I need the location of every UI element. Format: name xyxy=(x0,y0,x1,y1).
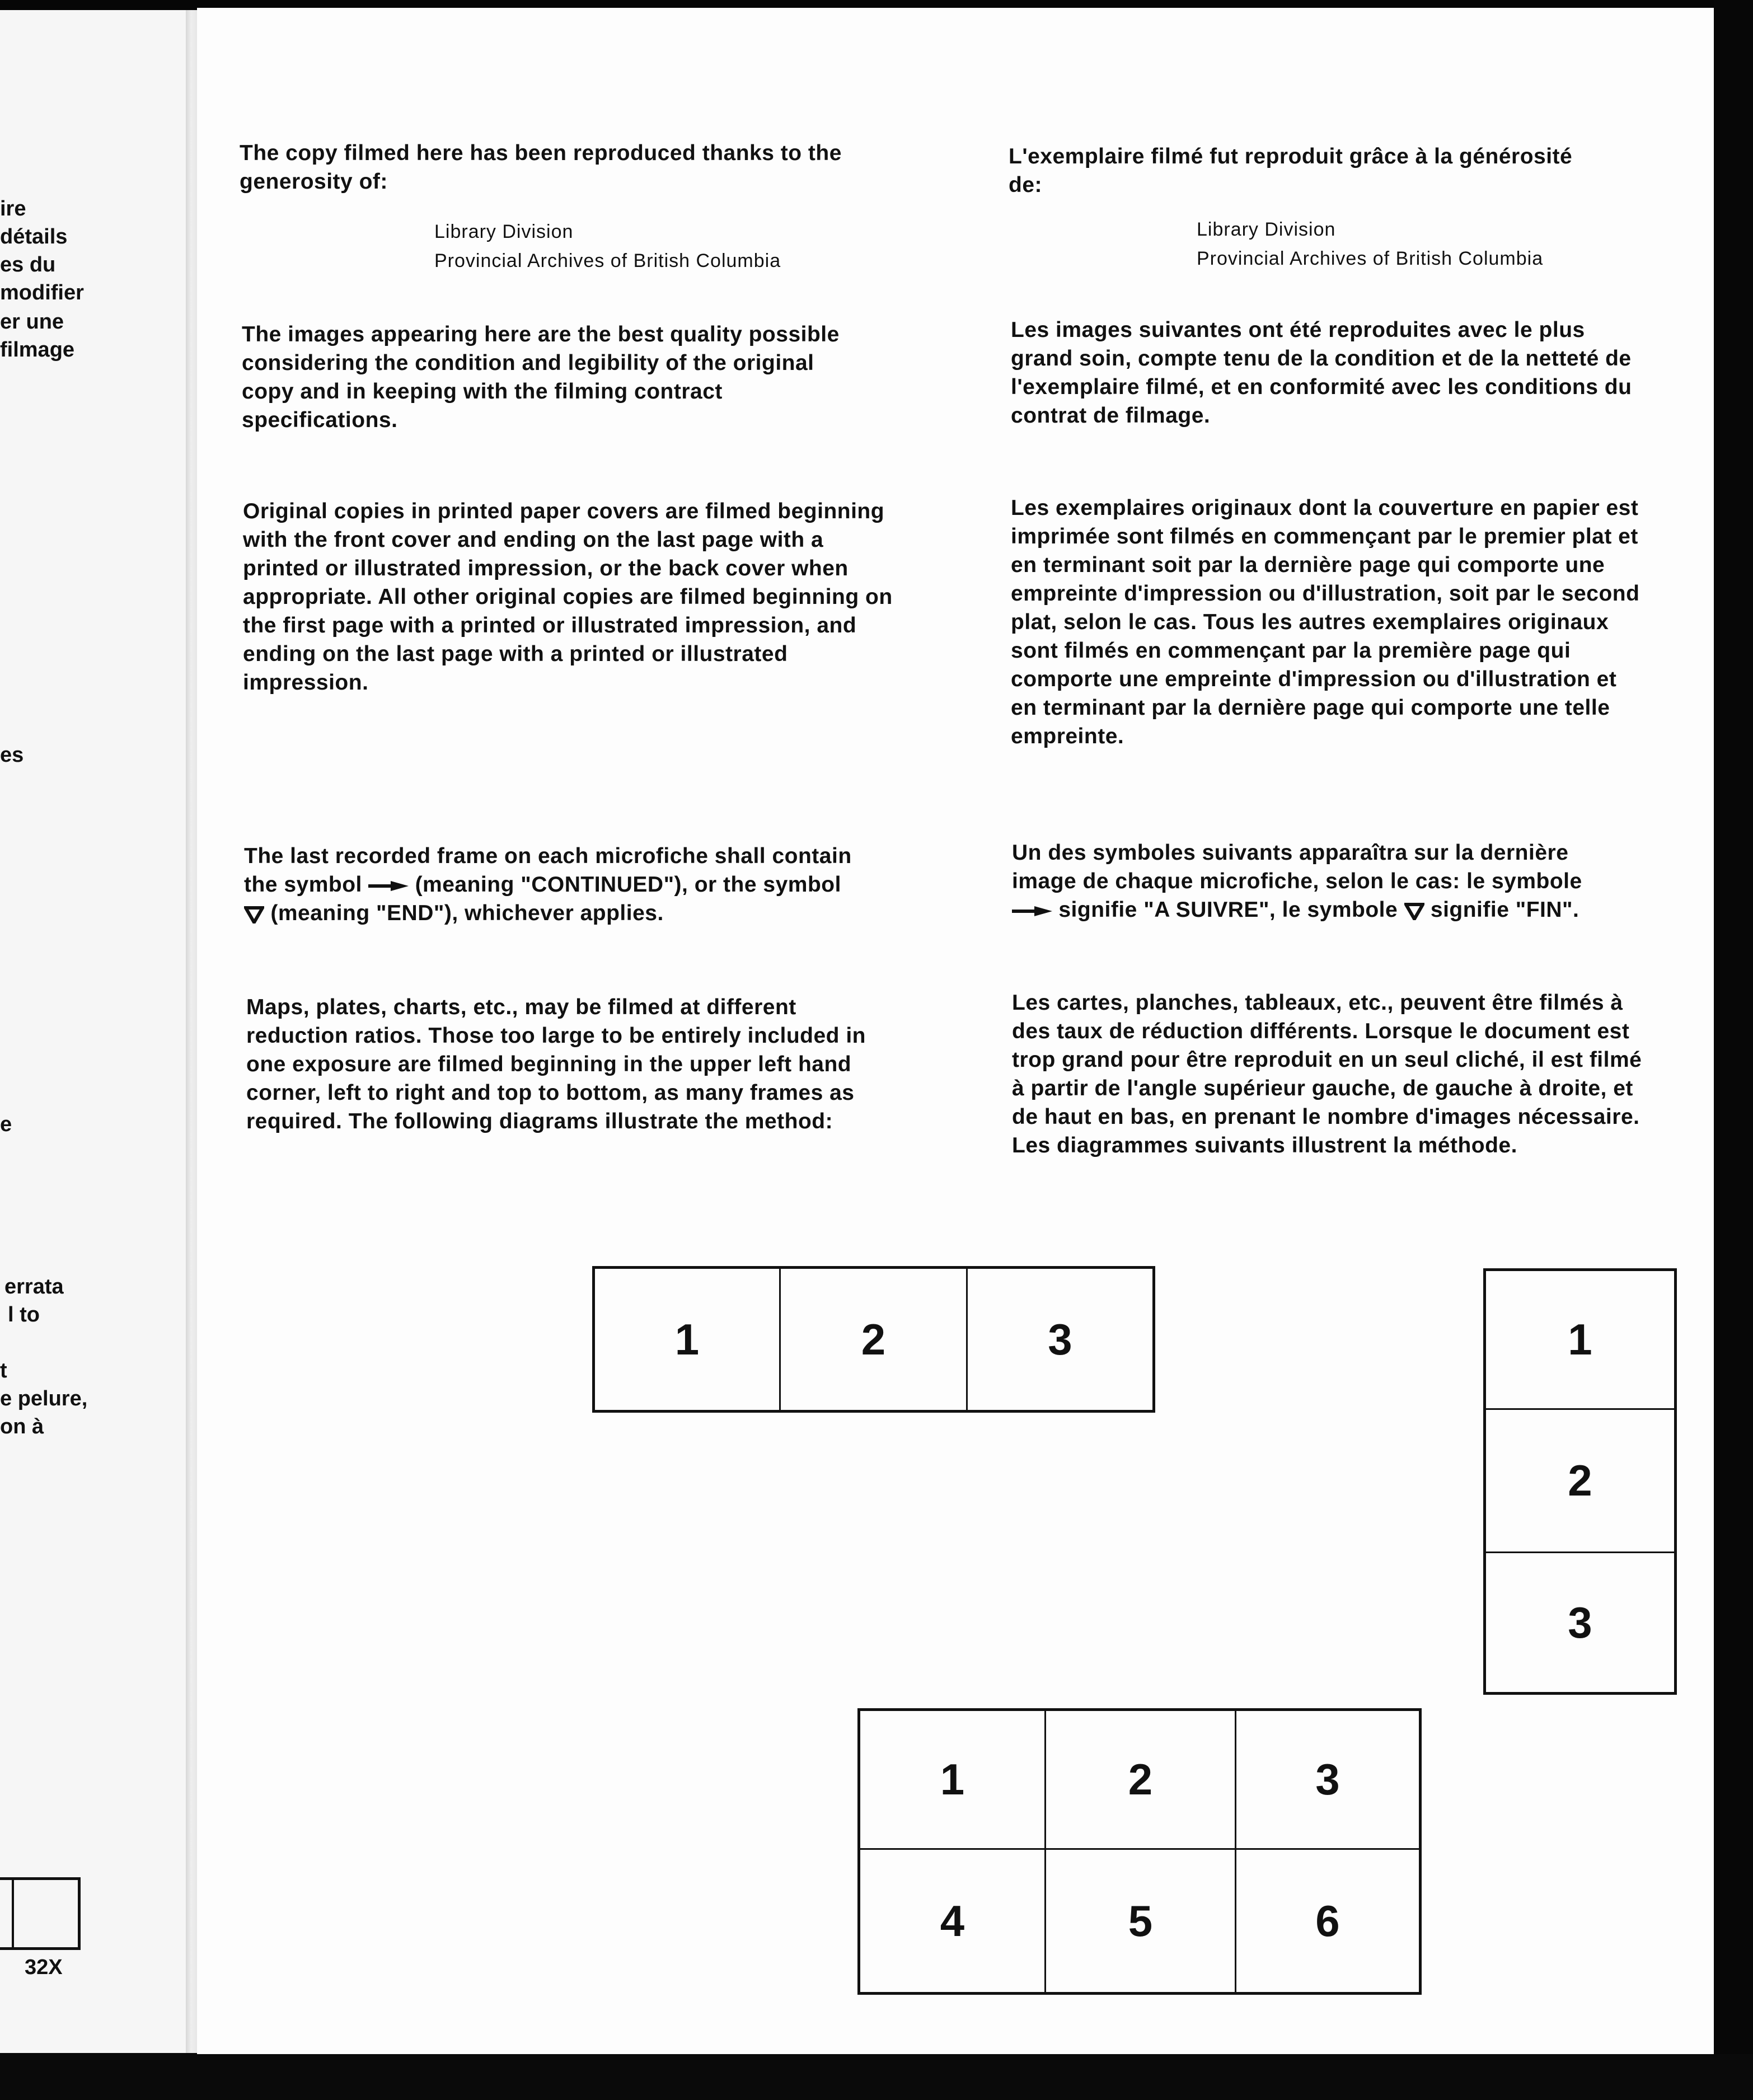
fragment-text: filmage xyxy=(0,338,75,362)
fragment-text: modifier xyxy=(0,281,84,304)
fragment-text: t xyxy=(0,1359,7,1382)
frame-cell: 3 xyxy=(1568,1597,1592,1647)
frame-cell: 1 xyxy=(595,1269,781,1410)
english-library-credit xyxy=(434,217,781,275)
fragment-text: détails xyxy=(0,225,68,249)
french-library-credit xyxy=(1197,215,1543,273)
fragment-text: er une xyxy=(0,310,64,334)
french-maps-plates: Les cartes, planches, tableaux, etc., peuvent être filmés à des taux de réduction différents. Lorsque le document est trop grand pour être reproduit en un seul cliché, il est filmé à partir de l'angle supérieur gauche, de gauche à droite, et de haut en bas, en prenant le nombre d'images nécessaire. Les diagrammes suivants illustrent la méthode. xyxy=(1012,991,1642,1157)
diagram-vertical-frames xyxy=(1483,1268,1677,1695)
french-frame-text-b: signifie "A SUIVRE", le symbole xyxy=(1058,898,1398,922)
continued-arrow-icon xyxy=(368,880,409,892)
english-frame-symbols xyxy=(244,842,854,927)
reduction-ratio-label: 32X xyxy=(25,1956,63,1979)
english-image-quality: The images appearing here are the best quality possible considering the condition and legibility of the original copy and in keeping with the filming contract specifications. xyxy=(242,322,840,432)
fragment-text: ire xyxy=(0,197,26,221)
provincial-archives: Provincial Archives of British Columbia xyxy=(434,250,781,271)
english-original-copies: Original copies in printed paper covers are filmed beginning with the front cover and ending on the last page with a printed or illustrated impression, or the back cover when appropriate. All other original copies are filmed beginning on the first page with a printed or illustrated impression, and ending on the last page with a printed or illustrated impression. xyxy=(243,499,893,695)
english-frame-text-c: (meaning "END"), whichever applies. xyxy=(270,901,664,925)
adjacent-page xyxy=(0,10,190,2053)
english-frame-text-b: (meaning "CONTINUED"), or the symbol xyxy=(415,873,841,897)
diagram-grid-frames xyxy=(857,1708,1422,1995)
french-frame-text-c: signifie "FIN". xyxy=(1430,898,1579,922)
frame-cell: 1 xyxy=(860,1711,1046,1850)
frame-cell: 2 xyxy=(1046,1711,1236,1850)
frame-cell: 2 xyxy=(1486,1410,1674,1553)
scan-right-edge xyxy=(1714,0,1753,2100)
fragment-text: on à xyxy=(0,1415,44,1438)
end-triangle-icon xyxy=(1404,902,1424,920)
french-image-quality: Les images suivantes ont été reproduites avec le plus grand soin, compte tenu de la condition et de la netteté de l'exemplaire filmé, et en conformité avec les conditions du contrat de filmage. xyxy=(1011,318,1632,428)
frame-cell: 3 xyxy=(1048,1314,1072,1364)
french-frame-symbols xyxy=(1012,838,1600,924)
filming-notice-page xyxy=(197,8,1715,2056)
english-frame-text-a: The last recorded frame on each microfiche shall contain the symbol xyxy=(244,844,852,897)
end-triangle-icon xyxy=(244,906,264,924)
french-intro: L'exemplaire filmé fut reproduit grâce à la générosité de: xyxy=(1009,144,1573,197)
french-original-copies: Les exemplaires originaux dont la couverture en papier est imprimée sont filmés en commençant par le premier plat et en terminant soit par la dernière page qui comporte une empreinte d'impression ou d'illustration, soit par le second plat, selon le cas. Tous les autres exemplaires originaux sont filmés en commençant par la première page qui comporte une empreinte d'impression ou d'illustration et en terminant par la dernière page qui comporte une telle empreinte. xyxy=(1011,496,1640,748)
fragment-text: es xyxy=(0,743,24,767)
frame-cell: 3 xyxy=(1236,1711,1419,1850)
frame-cell: 2 xyxy=(781,1269,968,1410)
provincial-archives: Provincial Archives of British Columbia xyxy=(1197,248,1544,269)
english-maps-plates: Maps, plates, charts, etc., may be filmed at different reduction ratios. Those too large to be entirely included in one exposure are filmed beginning in the upper left hand corner, left to right and top to bottom, as many frames as required. The following diagrams illustrate the method: xyxy=(246,995,866,1133)
scan-bottom-edge xyxy=(0,2054,1753,2100)
fragment-text: e pelure, xyxy=(0,1387,88,1410)
frame-cell: 5 xyxy=(1046,1850,1236,1992)
frame-cell: 6 xyxy=(1315,1896,1340,1946)
library-division: Library Division xyxy=(434,221,574,242)
frame-cell: 4 xyxy=(860,1850,1046,1992)
fragment-text: l to xyxy=(8,1303,40,1326)
continued-arrow-icon xyxy=(1012,905,1052,917)
fragment-text: e xyxy=(0,1113,12,1136)
resolution-target-box xyxy=(0,1877,81,1950)
frame-cell: 1 xyxy=(1486,1271,1674,1410)
library-division: Library Division xyxy=(1197,219,1336,240)
fragment-text: errata xyxy=(4,1275,64,1299)
diagram-horizontal-frames xyxy=(592,1266,1155,1413)
french-frame-text-a: Un des symboles suivants apparaîtra sur la dernière image de chaque microfiche, selon le cas: le symbole xyxy=(1012,841,1582,893)
english-intro: The copy filmed here has been reproduced thanks to the generosity of: xyxy=(240,141,842,194)
fragment-text: es du xyxy=(0,253,56,276)
